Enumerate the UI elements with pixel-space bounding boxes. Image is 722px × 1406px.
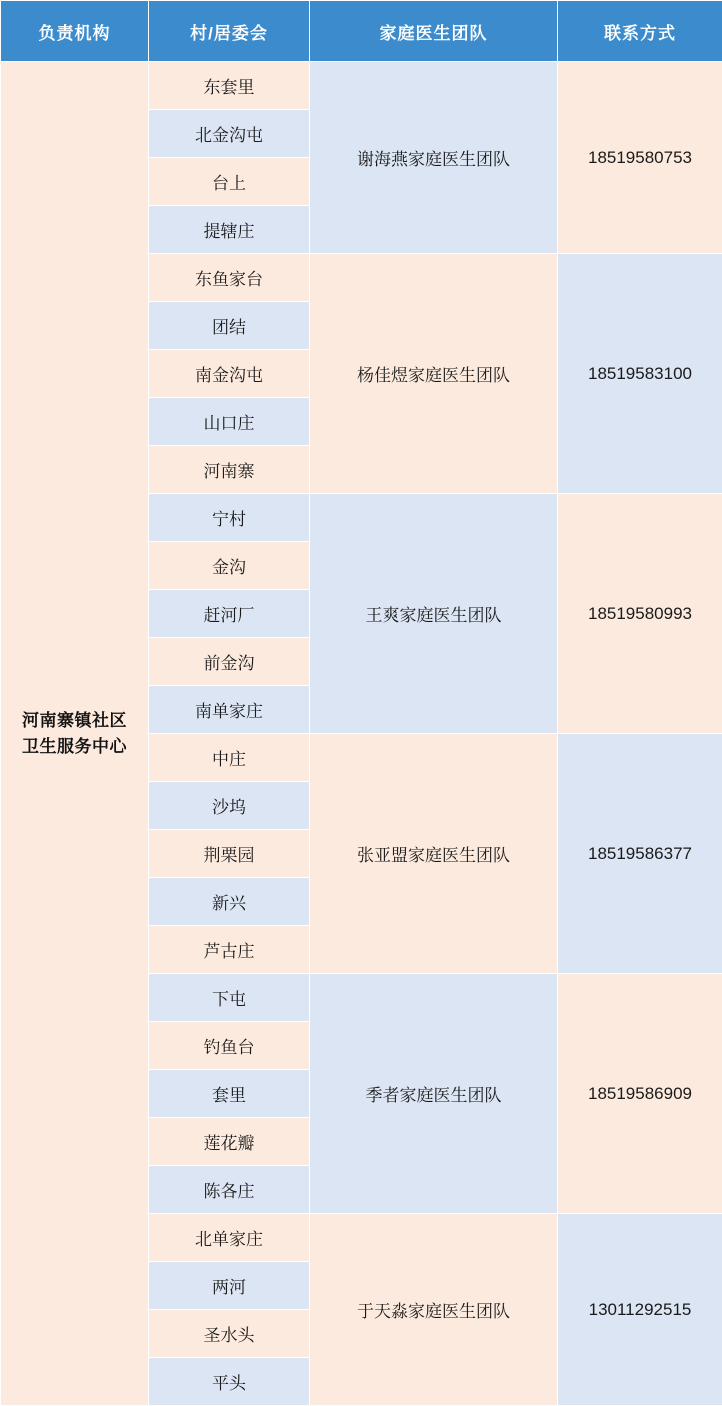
column-header-organization: 负责机构 (1, 1, 149, 62)
village-cell: 沙坞 (149, 782, 310, 830)
table-row (1, 62, 722, 110)
team-cell: 季者家庭医生团队 (310, 974, 558, 1214)
village-cell: 两河 (149, 1262, 310, 1310)
village-cell: 圣水头 (149, 1310, 310, 1358)
village-cell: 东鱼家台 (149, 254, 310, 302)
team-cell: 谢海燕家庭医生团队 (310, 62, 558, 254)
team-cell: 张亚盟家庭医生团队 (310, 734, 558, 974)
village-cell: 陈各庄 (149, 1166, 310, 1214)
team-cell: 于天淼家庭医生团队 (310, 1214, 558, 1406)
village-cell: 北单家庄 (149, 1214, 310, 1262)
column-header-team: 家庭医生团队 (310, 1, 558, 62)
table-header (1, 1, 722, 62)
village-cell: 新兴 (149, 878, 310, 926)
organization-line: 卫生服务中心 (1, 734, 148, 760)
phone-cell: 18519583100 (558, 254, 722, 494)
village-cell: 前金沟 (149, 638, 310, 686)
village-cell: 南金沟屯 (149, 350, 310, 398)
village-cell: 中庄 (149, 734, 310, 782)
village-cell: 提辖庄 (149, 206, 310, 254)
organization-line: 河南寨镇社区 (1, 708, 148, 734)
village-cell: 套里 (149, 1070, 310, 1118)
phone-cell: 18519586909 (558, 974, 722, 1214)
village-cell: 东套里 (149, 62, 310, 110)
village-cell: 台上 (149, 158, 310, 206)
organization-cell (1, 62, 149, 1406)
phone-cell: 18519580993 (558, 494, 722, 734)
village-cell: 平头 (149, 1358, 310, 1406)
village-cell: 河南寨 (149, 446, 310, 494)
village-cell: 赶河厂 (149, 590, 310, 638)
team-cell: 王爽家庭医生团队 (310, 494, 558, 734)
table-header-row (1, 1, 722, 62)
table-body (1, 62, 722, 1406)
village-cell: 荆栗园 (149, 830, 310, 878)
phone-cell: 18519580753 (558, 62, 722, 254)
column-header-contact: 联系方式 (558, 1, 722, 62)
village-cell: 北金沟屯 (149, 110, 310, 158)
column-header-village: 村/居委会 (149, 1, 310, 62)
village-cell: 团结 (149, 302, 310, 350)
village-cell: 芦古庄 (149, 926, 310, 974)
village-cell: 金沟 (149, 542, 310, 590)
phone-cell: 18519586377 (558, 734, 722, 974)
village-cell: 宁村 (149, 494, 310, 542)
village-cell: 莲花瓣 (149, 1118, 310, 1166)
team-cell: 杨佳煜家庭医生团队 (310, 254, 558, 494)
village-cell: 南单家庄 (149, 686, 310, 734)
village-cell: 钓鱼台 (149, 1022, 310, 1070)
village-cell: 下屯 (149, 974, 310, 1022)
phone-cell: 13011292515 (558, 1214, 722, 1406)
village-cell: 山口庄 (149, 398, 310, 446)
